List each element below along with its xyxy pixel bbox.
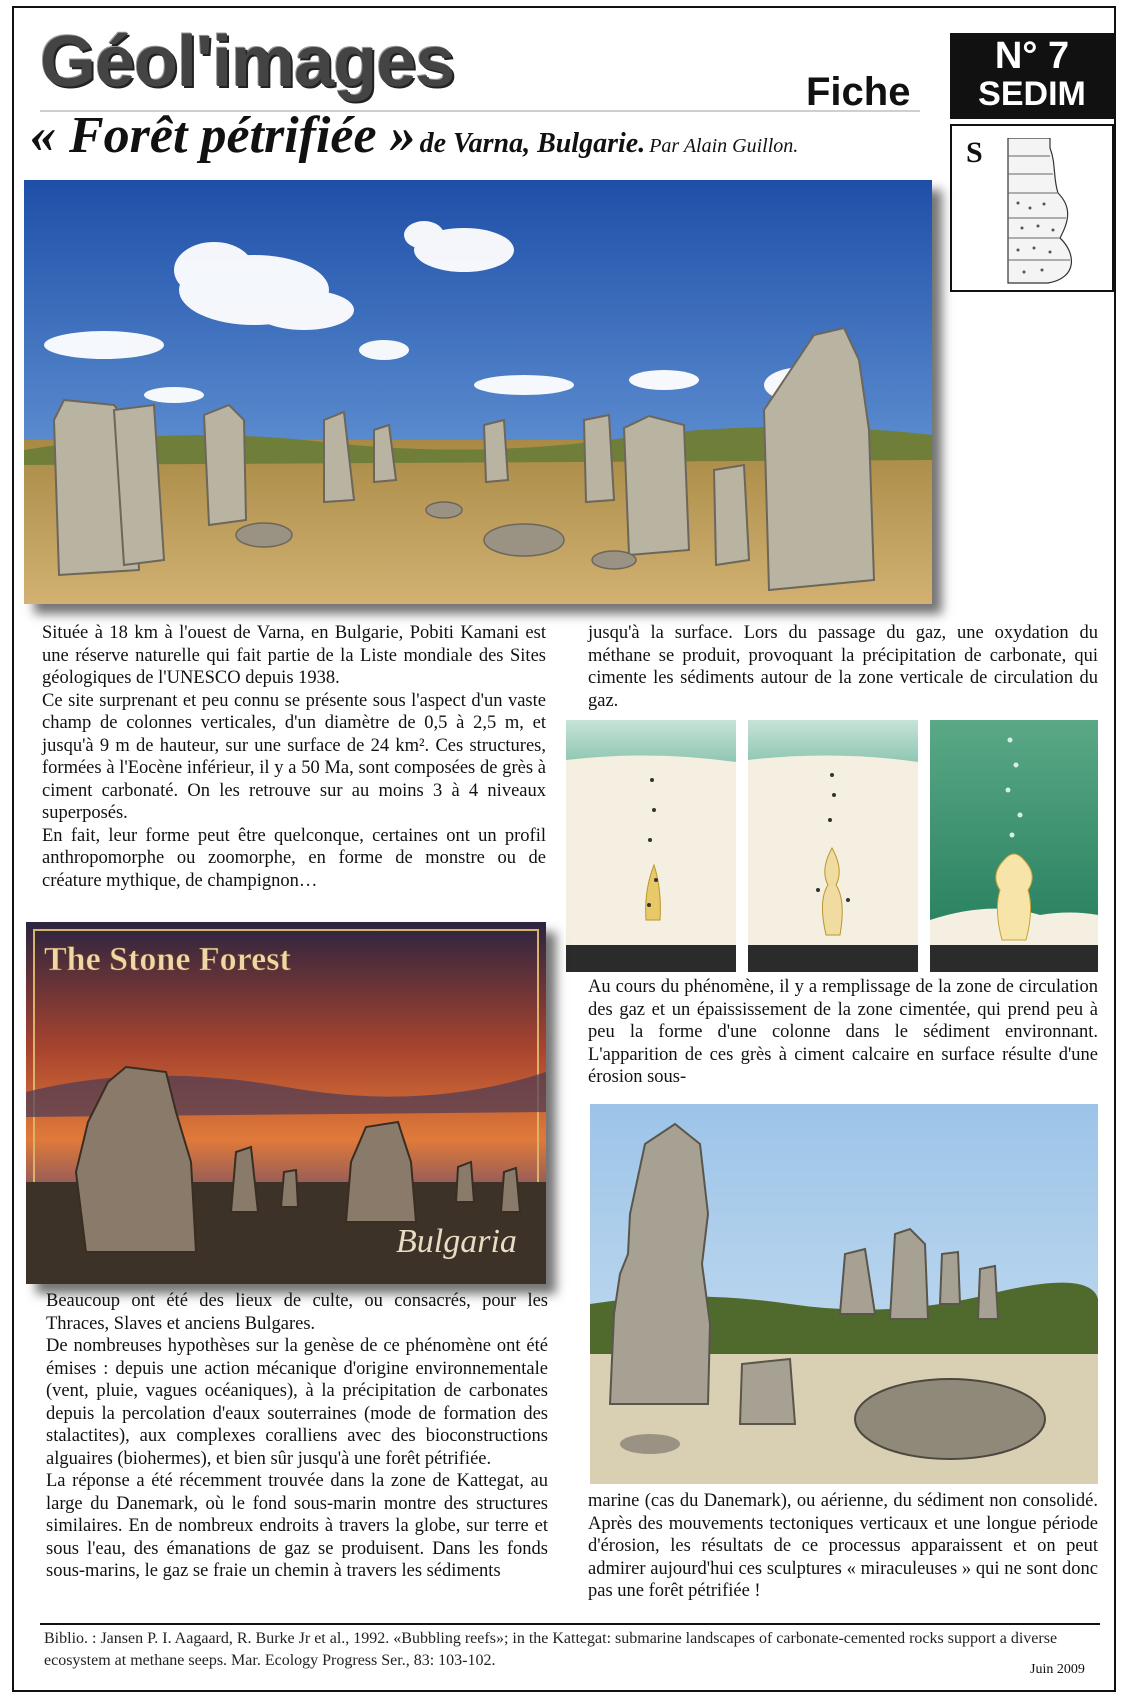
publication-date: Juin 2009 bbox=[1030, 1662, 1085, 1677]
title-main: « Forêt pétrifiée » bbox=[30, 107, 416, 164]
diagram-panel-3 bbox=[930, 720, 1098, 972]
fiche-label: Fiche bbox=[806, 70, 911, 114]
paragraph: Ce site surprenant et peu connu se présente sous l'aspect d'un vaste champ de colonnes verticales, d'un diamètre de 0,5 à 2,5 m, et jusqu'à 9 m de hauteur, sur une surface de 24 km². Ces structures, formées à l'Eocène inférieur, il y a 50 Ma, sont composées de grès à ciment carbonaté. On les retrouve sur au moins 3 à 4 niveaux superposés. bbox=[42, 690, 546, 823]
fiche-number: N° 7 bbox=[994, 35, 1070, 77]
text-gas-circulation bbox=[588, 622, 1098, 712]
gas-migration-diagram bbox=[566, 720, 1098, 972]
postcard-title: The Stone Forest bbox=[44, 941, 291, 978]
postcard-signature: Bulgaria bbox=[396, 1223, 517, 1260]
panorama-photo bbox=[24, 180, 932, 604]
brand-logo: Géol'images bbox=[40, 22, 455, 102]
article-title bbox=[30, 107, 799, 164]
text-conclusion bbox=[588, 1490, 1098, 1603]
text-history bbox=[46, 1290, 548, 1583]
paragraph: Beaucoup ont été des lieux de culte, ou consacrés, pour les Thraces, Slaves et anciens Bulgares. bbox=[46, 1291, 548, 1334]
stratigraphic-log bbox=[950, 124, 1114, 292]
diagram-panel-1 bbox=[566, 720, 736, 972]
title-place: de Varna, Bulgarie. bbox=[419, 128, 646, 159]
paragraph: De nombreuses hypothèses sur la genèse de ce phénomène ont été émises : depuis une action mécanique d'origine environnementale (vent, pluie, vagues océaniques), à la précipitation de carbonates depuis la percolation d'eaux souterraines (mode de formation des stalactites), aux complexes coralliens avec des bioconstructions alguaires (biohermes), et bien sûr jusqu'à une forêt pétrifiée. bbox=[46, 1336, 548, 1469]
fiche-badge bbox=[950, 33, 1114, 119]
stone-forest-postcard bbox=[26, 922, 546, 1284]
fiche-category: SEDIM bbox=[978, 75, 1086, 113]
footer-rule bbox=[40, 1623, 1100, 1625]
paragraph: jusqu'à la surface. Lors du passage du gaz, une oxydation du méthane se produit, provoquant la précipitation de carbonate, qui cimente les sédiments autour de la zone verticale de circulation du gaz. bbox=[588, 623, 1098, 711]
paragraph: Au cours du phénomène, il y a remplissage de la zone de circulation des gaz et un épaississement de la zone cimentée, qui prend peu à peu la forme d'une colonne dans le sédiment environnant. L'apparition de ces grès à ciment calcaire en surface résulte d'une érosion sous- bbox=[588, 977, 1098, 1087]
paragraph: La réponse a été récemment trouvée dans la zone de Kattegat, au large du Danemark, où le fond sous-marin montre des structures similaires. En de nombreux endroits à travers la globe, sur terre et sous l'eau, des émanations de gaz se produisent. Dans les fonds sous-marins, le gaz se fraie un chemin à travers les sédiments bbox=[46, 1471, 548, 1581]
text-phenomenon bbox=[588, 976, 1098, 1089]
diagram-panel-2 bbox=[748, 720, 918, 972]
title-author: Par Alain Guillon. bbox=[649, 135, 799, 157]
paragraph: En fait, leur forme peut être quelconque, certaines ont un profil anthropomorphe ou zoomorphe, en forme de monstre ou de créature mythique, de champignon… bbox=[42, 825, 546, 891]
strat-column-icon bbox=[998, 138, 1108, 288]
columns-photo bbox=[590, 1104, 1098, 1484]
strat-letter: S bbox=[966, 136, 983, 169]
paragraph: marine (cas du Danemark), ou aérienne, du sédiment non consolidé. Après des mouvements tectoniques verticaux et une longue période d'érosion, les résultats de ce processus apparaissent et on peut admirer aujourd'hui ces sculptures « miraculeuses » qui ne sont donc pas une forêt pétrifiée ! bbox=[588, 1491, 1098, 1601]
paragraph: Située à 18 km à l'ouest de Varna, en Bulgarie, Pobiti Kamani est une réserve naturelle qui fait partie de la Liste mondiale des Sites géologiques de l'UNESCO depuis 1938. bbox=[42, 623, 546, 688]
bibliography: Biblio. : Jansen P. I. Aagaard, R. Burke Jr et al., 1992. «Bubbling reefs»; in the Kattegat: submarine landscapes of carbonate-cemented rocks support a diverse ecosystem at methane seeps. Mar. Ecology Progress Ser., 83: 103-102. bbox=[44, 1630, 1058, 1669]
text-intro bbox=[42, 622, 546, 892]
